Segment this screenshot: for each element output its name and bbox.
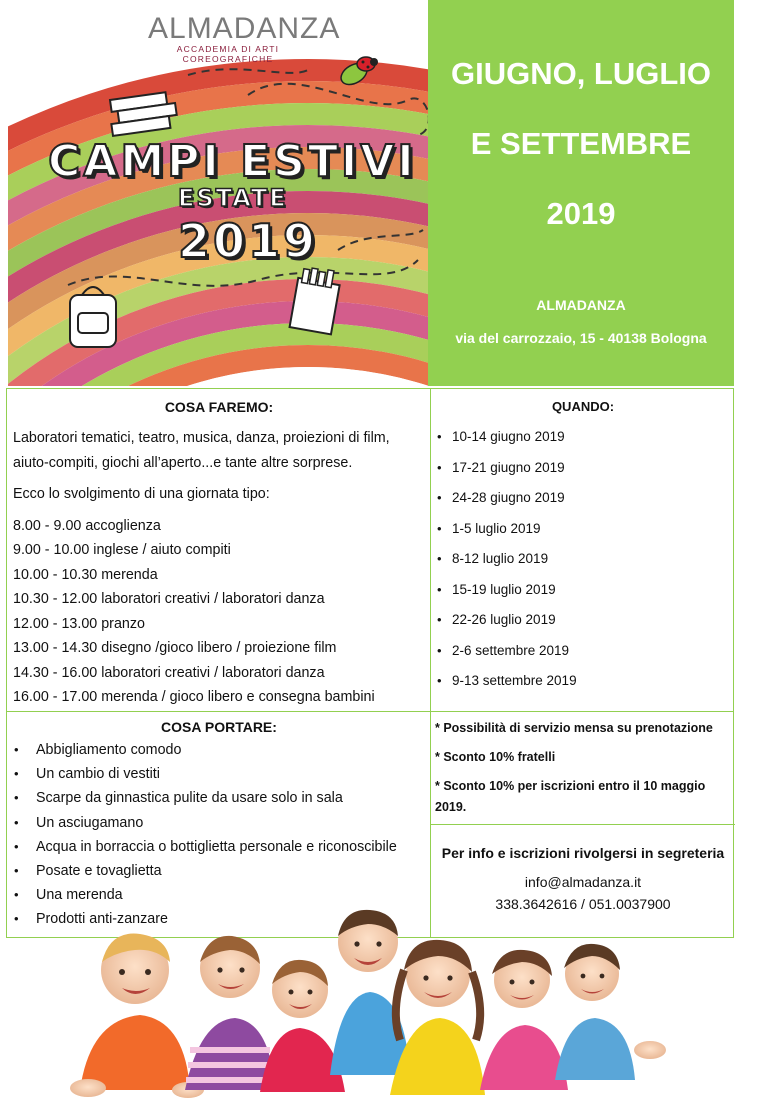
banner-line-3: 2019: [546, 196, 616, 231]
children-photo: [60, 900, 740, 1110]
date-item: • 15-19 luglio 2019: [435, 575, 731, 606]
bring-item: • Un cambio di vestiti: [13, 762, 425, 786]
activities-section: [13, 399, 425, 710]
schedule-item: 13.00 - 14.30 disegno /gioco libero / proiezione film: [13, 640, 337, 656]
info-heading: Per info e iscrizioni rivolgersi in segreteria: [441, 845, 725, 861]
note-sconto-fratelli: * Sconto 10% fratelli: [435, 750, 556, 764]
date-item: • 17-21 giugno 2019: [435, 453, 731, 484]
dates-banner: [428, 0, 734, 386]
when-list: [435, 422, 731, 697]
child-light-blue-shirt: [555, 944, 666, 1080]
backpack-icon: [70, 287, 116, 347]
banner-venue: ALMADANZA: [536, 297, 626, 313]
campi-title-main: CAMPI ESTIVI: [48, 136, 417, 187]
banner-line-2: E SETTEMBRE: [470, 126, 692, 161]
schedule-list: [13, 514, 425, 710]
activities-intro: Laboratori tematici, teatro, musica, danza, proiezioni di film, aiuto-compiti, giochi all’aperto...e tante altre sorprese.: [13, 430, 390, 471]
table-divider-right: [430, 824, 735, 825]
campi-title-estate: ESTATE: [178, 184, 288, 212]
schedule-item: 12.00 - 13.00 pranzo: [13, 615, 145, 632]
notes-section: [435, 718, 731, 818]
schedule-intro: Ecco lo svolgimento di una giornata tipo:: [13, 486, 270, 502]
date-item: • 2-6 settembre 2019: [435, 636, 731, 667]
date-item: • 22-26 luglio 2019: [435, 605, 731, 636]
date-item: • 1-5 luglio 2019: [435, 514, 731, 545]
child-orange-shirt: [70, 934, 204, 1098]
table-divider-vertical: [430, 389, 431, 937]
date-item: • 8-12 luglio 2019: [435, 544, 731, 575]
date-item: • 10-14 giugno 2019: [435, 422, 731, 453]
note-sconto-iscrizioni: * Sconto 10% per iscrizioni entro il 10 maggio 2019.: [435, 779, 706, 814]
hero-illustration: [8, 0, 428, 386]
schedule-item: 16.00 - 17.00 merenda / gioco libero e consegna bambini: [13, 689, 375, 705]
date-item: • 24-28 giugno 2019: [435, 483, 731, 514]
date-item: • 9-13 settembre 2019: [435, 666, 731, 697]
almadanza-logo: [148, 12, 341, 64]
bring-item: • Acqua in borraccia o bottiglietta personale e riconoscibile: [13, 835, 425, 859]
logo-name: ALMADANZA: [148, 12, 341, 45]
banner-address: via del carrozzaio, 15 - 40138 Bologna: [455, 330, 707, 346]
schedule-item: 8.00 - 9.00 accoglienza: [13, 517, 161, 534]
bring-item: • Abbigliamento comodo: [13, 738, 425, 762]
bring-heading: COSA PORTARE:: [161, 719, 277, 735]
logo-subtitle: ACCADEMIA DI ARTI COREOGRAFICHE: [176, 44, 280, 64]
schedule-item: 10.30 - 12.00 laboratori creativi / laboratori danza: [13, 591, 325, 607]
table-divider-horizontal: [7, 711, 733, 712]
bring-item: • Una merenda: [13, 883, 425, 907]
child-pink-shirt: [480, 950, 568, 1090]
bring-item: • Posate e tovaglietta: [13, 859, 425, 883]
schedule-item: 10.00 - 10.30 merenda: [13, 566, 158, 583]
activities-heading: COSA FAREMO:: [164, 399, 274, 415]
info-email[interactable]: info@almadanza.it: [524, 874, 642, 890]
note-mensa: * Possibilità di servizio mensa su prenotazione: [435, 721, 713, 735]
bring-item: • Prodotti anti-zanzare: [13, 907, 425, 931]
schedule-item: 14.30 - 16.00 laboratori creativi / laboratori danza: [13, 664, 325, 681]
bring-item: • Scarpe da ginnastica pulite da usare solo in sala: [13, 786, 425, 810]
when-section: [435, 399, 731, 697]
campi-title: [48, 136, 428, 268]
child-yellow-shirt: [390, 940, 485, 1095]
bring-item: • Un asciugamano: [13, 811, 425, 835]
schedule-item: 9.00 - 10.00 inglese / aiuto compiti: [13, 542, 231, 558]
campi-title-year: 2019: [178, 214, 319, 268]
info-table: [6, 388, 734, 938]
info-phones: 338.3642616 / 051.0037900: [495, 896, 671, 912]
banner-line-1: GIUGNO, LUGLIO: [450, 56, 712, 91]
child-striped-shirt: [185, 936, 275, 1090]
when-heading: QUANDO:: [551, 399, 615, 414]
